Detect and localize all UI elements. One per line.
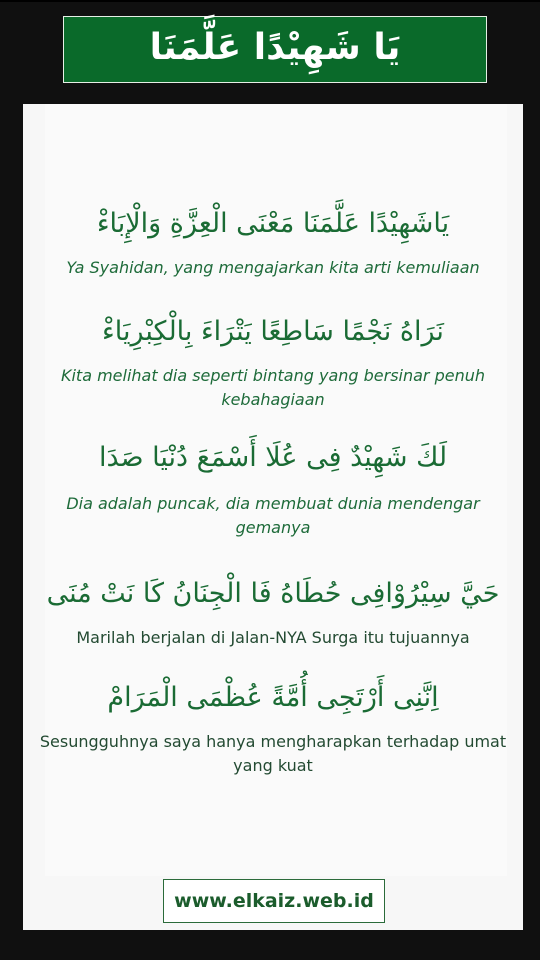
verse-2-arabic: نَرَاهُ نَجْمًا سَاطِعًا يَتْرَاءَ بِالْكِبْرِيَاءْ (102, 316, 444, 347)
verse-5 (23, 678, 523, 778)
verse-3 (23, 438, 523, 540)
verse-1 (23, 204, 523, 280)
verse-5-translation: Sesungguhnya saya hanya mengharapkan terhadap umat yang kuat (39, 732, 507, 775)
top-border (0, 0, 540, 2)
verse-2 (23, 312, 523, 412)
lyrics-card (23, 104, 523, 930)
verse-5-arabic: اِنَّنِى أَرْتَجِى أُمَّةً عُظْمَى الْمَرَامْ (107, 682, 439, 713)
verse-1-translation: Ya Syahidan, yang mengajarkan kita arti kemuliaan (66, 258, 480, 277)
verse-3-arabic: لَكَ شَهِيْدٌ فِى عُلَا أَسْمَعَ دُنْيَا صَدَا (98, 442, 448, 473)
page-title: يَا شَهِيْدًا عَلَّمَنَا (149, 26, 401, 68)
title-banner (63, 16, 487, 83)
verse-4-arabic: حَيَّ سِيْرُوْافِى حُطَاهُ فَا الْجِنَانُ كَا نَتْ مُنَى (46, 578, 500, 609)
verse-4 (23, 574, 523, 650)
verse-4-translation: Marilah berjalan di Jalan-NYA Surga itu tujuannya (76, 628, 470, 647)
verse-1-arabic: يَاشَهِيْدًا عَلَّمَنَا مَعْنَى الْعِزَّةِ وَالْإِبَاءْ (96, 208, 450, 239)
verse-3-translation: Dia adalah puncak, dia membuat dunia mendengar gemanya (66, 494, 480, 537)
website-link[interactable]: www.elkaiz.web.id (163, 879, 385, 923)
verse-2-translation: Kita melihat dia seperti bintang yang bersinar penuh kebahagiaan (60, 366, 486, 409)
